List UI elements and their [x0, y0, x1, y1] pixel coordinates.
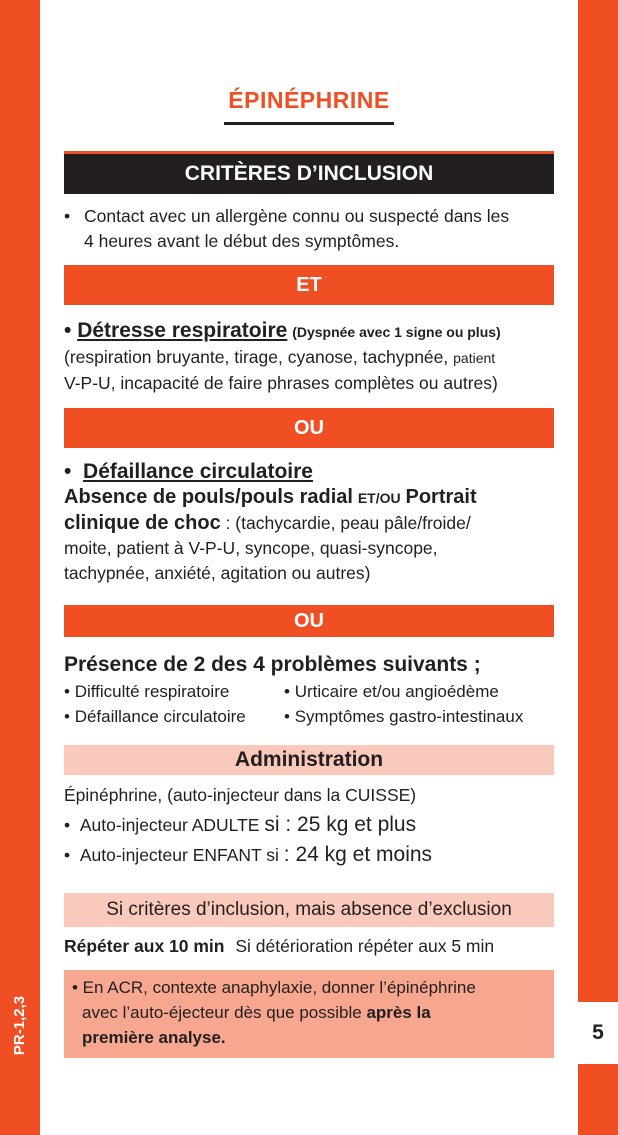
acr-note-emphasis: après la	[366, 1003, 431, 1022]
circulatory-failure-section	[64, 459, 556, 586]
inclusion-line-1: Contact avec un allergène connu ou suspecté dans les	[84, 206, 510, 226]
bullet-dot: •	[64, 815, 80, 835]
inclusion-bullet	[64, 204, 556, 254]
problem-text: Urticaire et/ou angioédème	[294, 682, 499, 701]
acr-note-text: avec l’auto-éjecteur dès que possible	[82, 1003, 362, 1022]
exclusion-note: Si critères d’inclusion, mais absence d’exclusion	[64, 893, 554, 927]
ou-separator-1: OU	[64, 408, 554, 448]
respiratory-line-3: V-P-U, incapacité de faire phrases complètes ou autres)	[64, 373, 498, 393]
problems-section	[64, 651, 556, 729]
acr-note	[64, 970, 554, 1058]
respiratory-distress-section	[64, 318, 556, 396]
problem-item: • Difficulté respiratoire	[64, 682, 230, 701]
problem-text: Symptômes gastro-intestinaux	[294, 707, 524, 726]
respiratory-qualifier: (Dyspnée avec 1 signe ou plus)	[292, 324, 501, 340]
adult-dose-line	[64, 812, 556, 838]
bullet-dot: •	[64, 206, 71, 226]
page-number: 5	[578, 1002, 618, 1064]
administration-header: Administration	[64, 745, 554, 775]
respiratory-signs: (respiration bruyante, tirage, cyanose, tachypnée,	[64, 347, 449, 367]
inclusion-header: CRITÈRES D’INCLUSION	[64, 151, 554, 194]
problems-row-1	[64, 679, 556, 704]
bullet-dot: •	[64, 319, 78, 342]
right-edge-strip-top	[578, 0, 618, 1002]
circulatory-line-1	[64, 485, 556, 511]
acr-note-line-1: • En ACR, contexte anaphylaxie, donner l’épinéphrine	[72, 978, 476, 997]
respiratory-heading-line	[64, 318, 556, 345]
right-edge-strip-bottom	[578, 1064, 618, 1135]
child-weight: : 24 kg et moins	[283, 843, 433, 866]
circulatory-line-3: moite, patient à V-P-U, syncope, quasi-syncope,	[64, 538, 438, 558]
page-title: ÉPINÉPHRINE	[228, 87, 390, 113]
inclusion-criteria	[64, 204, 556, 254]
adult-weight: si : 25 kg et plus	[264, 813, 417, 836]
left-edge-strip	[0, 0, 40, 1135]
circulatory-line-4: tachypnée, anxiété, agitation ou autres)	[64, 563, 371, 583]
protocol-code-container	[6, 990, 34, 1060]
shock-signs-start: : (tachycardie, peau pâle/froide/	[225, 513, 471, 533]
problem-text: Difficulté respiratoire	[74, 682, 230, 701]
et-separator: ET	[64, 265, 554, 305]
respiratory-patient: patient	[453, 350, 496, 366]
bullet-dot: •	[64, 845, 80, 865]
circulatory-heading-line	[64, 459, 556, 485]
inclusion-bullet-text	[84, 204, 509, 254]
problem-item: • Urticaire et/ou angioédème	[284, 682, 499, 701]
acr-note-line-2	[72, 1000, 546, 1025]
administration-intro: Épinéphrine, (auto-injecteur dans la CUISSE)	[64, 785, 417, 805]
circulatory-line-2	[64, 511, 556, 536]
administration-section	[64, 783, 556, 868]
portrait-label: Portrait	[405, 486, 477, 508]
respiratory-heading: Détresse respiratoire	[77, 319, 288, 342]
repeat-line	[64, 934, 556, 959]
protocol-code: PR-1,2,3	[11, 995, 29, 1055]
problems-heading: Présence de 2 des 4 problèmes suivants ;	[64, 653, 481, 676]
child-dose-line	[64, 842, 556, 868]
et-ou-connector: ET/OU	[357, 490, 401, 506]
shock-label: clinique de choc	[64, 512, 221, 534]
inclusion-line-2: 4 heures avant le début des symptômes.	[84, 231, 400, 251]
respiratory-line-2	[64, 345, 556, 371]
problems-row-2	[64, 704, 556, 729]
bullet-dot: •	[64, 460, 84, 483]
acr-note-line-3: première analyse.	[82, 1028, 226, 1047]
repeat-deterioration: Si détérioration répéter aux 5 min	[235, 936, 495, 956]
problem-item: • Défaillance circulatoire	[64, 707, 246, 726]
problem-item: • Symptômes gastro-intestinaux	[284, 707, 524, 726]
repeat-interval: Répéter aux 10 min	[64, 936, 225, 956]
absent-pulse: Absence de pouls/pouls radial	[64, 486, 353, 508]
problem-text: Défaillance circulatoire	[74, 707, 246, 726]
title-underline	[224, 122, 394, 125]
adult-injector: Auto-injecteur ADULTE	[79, 815, 260, 835]
child-injector: Auto-injecteur ENFANT si	[79, 845, 279, 865]
circulatory-heading: Défaillance circulatoire	[83, 460, 313, 483]
ou-separator-2: OU	[64, 605, 554, 637]
